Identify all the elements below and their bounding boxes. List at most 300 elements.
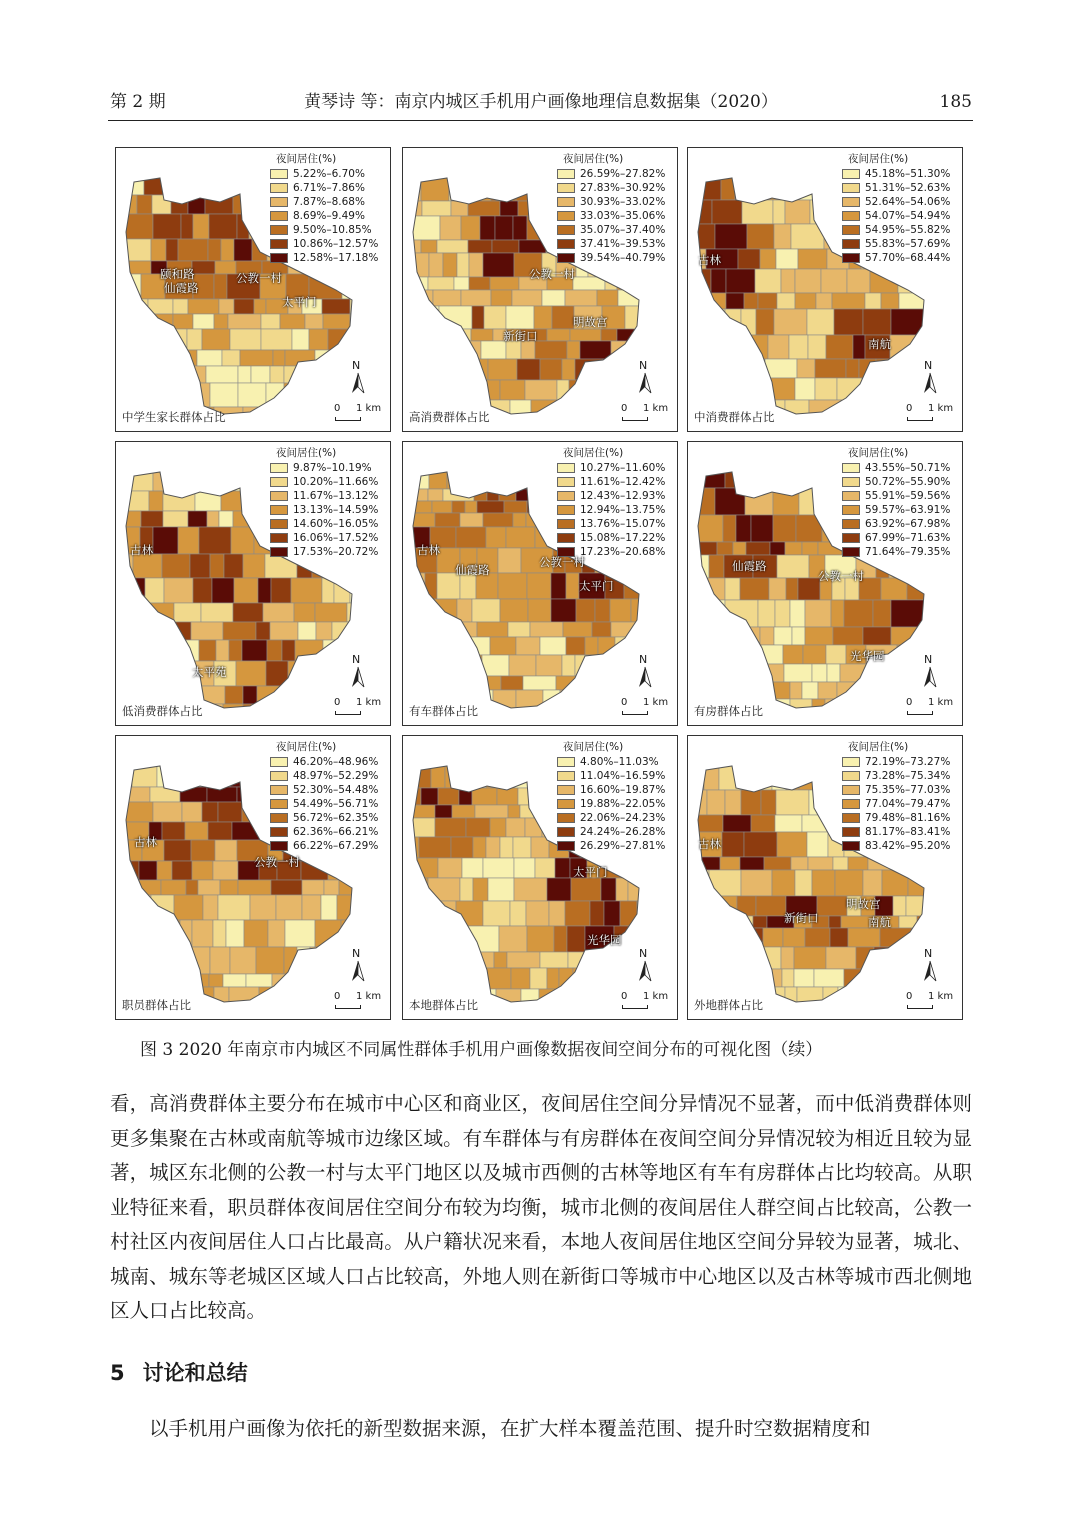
map-block <box>471 329 493 341</box>
scale-zero: 0 <box>621 991 628 1002</box>
map-block <box>723 815 751 832</box>
legend-range: 59.57%–63.91% <box>865 504 951 516</box>
map-block <box>284 383 311 407</box>
map-block <box>230 329 261 350</box>
map-block <box>882 870 908 896</box>
legend-item <box>842 797 960 811</box>
map-block <box>833 627 863 645</box>
map-block <box>554 926 567 952</box>
legend-range: 19.88%–22.05% <box>580 798 666 810</box>
map-block <box>488 878 514 901</box>
map-block <box>789 335 808 359</box>
map-block <box>165 686 198 704</box>
map-block <box>282 640 295 661</box>
map-block <box>747 224 774 249</box>
map-block <box>199 640 216 661</box>
map-block <box>197 350 222 366</box>
map-block <box>492 470 507 489</box>
map-block <box>692 627 719 645</box>
legend-range: 14.60%–16.05% <box>293 518 379 530</box>
map-block <box>423 622 449 637</box>
legend-range: 26.29%–27.81% <box>580 840 666 852</box>
issue-number: 第 2 期 <box>110 92 166 112</box>
place-label: 仙霞路 <box>164 281 199 295</box>
map-block <box>141 511 163 527</box>
legend-item <box>557 237 675 251</box>
map-block <box>571 878 601 901</box>
map-block <box>427 655 451 676</box>
map-block <box>773 515 796 542</box>
scale-unit: 1 km <box>356 697 382 708</box>
map-block <box>725 578 740 600</box>
map-block <box>432 599 457 622</box>
map-legend <box>842 152 960 265</box>
map-block <box>615 637 633 655</box>
map-block <box>781 947 794 969</box>
map-block <box>439 637 467 655</box>
scale-zero: 0 <box>334 403 341 414</box>
map-block <box>802 682 818 699</box>
map-block <box>586 380 598 400</box>
map-block <box>407 599 432 622</box>
map-block <box>422 926 444 952</box>
map-block <box>228 314 261 329</box>
place-label: 新街口 <box>784 911 819 925</box>
legend-item <box>842 475 960 489</box>
map-block <box>234 578 258 603</box>
map-block <box>567 341 580 359</box>
map-block <box>322 299 350 314</box>
map-block <box>826 335 853 359</box>
map-block <box>847 269 870 293</box>
north-arrow-icon <box>920 653 940 693</box>
map-block <box>715 224 747 249</box>
map-block <box>491 176 516 201</box>
legend-item <box>557 195 675 209</box>
map-block <box>874 947 900 969</box>
scale-bar <box>332 991 382 1013</box>
legend-swatch <box>557 211 575 221</box>
map-block <box>302 895 321 920</box>
legend-item <box>842 251 960 265</box>
map-block <box>566 573 579 599</box>
map-block <box>120 802 153 822</box>
legend-item <box>842 769 960 783</box>
map-block <box>162 554 190 578</box>
map-block <box>407 837 419 858</box>
map-block <box>315 920 341 947</box>
map-block <box>547 878 571 901</box>
map-block <box>192 261 215 274</box>
map-block <box>560 400 573 424</box>
legend-swatch <box>842 519 860 529</box>
map-block <box>825 699 844 712</box>
map-block <box>764 664 784 682</box>
scale-line <box>907 1005 933 1009</box>
map-block <box>726 269 755 293</box>
map-block <box>323 640 350 661</box>
running-header <box>110 88 972 116</box>
map-block <box>740 470 769 488</box>
map-block <box>636 277 654 290</box>
map-block <box>790 682 802 699</box>
map-block <box>222 470 246 491</box>
map-block <box>747 969 761 987</box>
map-block <box>272 704 300 726</box>
map-block <box>692 600 725 627</box>
legend-item <box>842 825 960 839</box>
legend-item <box>842 181 960 195</box>
map-block <box>148 314 173 329</box>
map-block <box>210 554 224 578</box>
legend-swatch <box>270 771 288 781</box>
map-block <box>692 224 715 249</box>
map-block <box>799 488 831 515</box>
map-block <box>584 690 598 712</box>
legend-range: 15.08%–17.22% <box>580 532 666 544</box>
map-block <box>692 200 712 224</box>
map-block <box>756 896 786 916</box>
legend-range: 75.35%–77.03% <box>865 784 951 796</box>
map-block <box>212 578 234 603</box>
map-panel <box>115 147 391 432</box>
legend-item <box>270 797 388 811</box>
section-title: 讨论和总结 <box>142 1361 248 1385</box>
map-block <box>863 309 891 335</box>
map-block <box>877 378 900 400</box>
map-block <box>781 269 795 293</box>
map-block <box>815 378 837 400</box>
map-block <box>838 987 870 1011</box>
scale-zero: 0 <box>906 697 913 708</box>
map-block <box>900 947 919 969</box>
map-block <box>772 870 795 896</box>
map-block <box>153 802 182 822</box>
place-label: 太平苑 <box>192 665 227 679</box>
map-block <box>853 335 865 359</box>
map-block <box>637 901 663 926</box>
map-block <box>490 277 519 290</box>
legend-range: 52.64%–54.06% <box>865 196 951 208</box>
legend-item <box>842 517 960 531</box>
legend-range: 26.59%–27.82% <box>580 168 666 180</box>
legend-item <box>270 503 388 517</box>
map-block <box>270 366 284 383</box>
map-block <box>631 599 657 622</box>
map-block <box>744 378 765 400</box>
map-block <box>692 896 706 916</box>
map-block <box>166 239 178 261</box>
map-block <box>187 329 202 350</box>
map-block <box>120 366 138 383</box>
legend-range: 39.54%–40.79% <box>580 252 666 264</box>
map-block <box>705 335 737 359</box>
map-block <box>161 880 186 895</box>
panel-label: 中学生家长群体占比 <box>122 410 226 424</box>
map-block <box>598 637 615 655</box>
map-block <box>231 527 254 554</box>
map-block <box>135 622 148 640</box>
north-arrow-icon <box>348 653 368 693</box>
place-label: 公教一村 <box>818 569 864 583</box>
map-block <box>516 690 543 712</box>
map-block <box>268 920 285 947</box>
map-block <box>192 920 213 947</box>
map-block <box>593 655 622 676</box>
map-legend <box>557 740 675 853</box>
map-block <box>457 380 477 400</box>
map-block <box>120 350 137 366</box>
legend-swatch <box>557 491 575 501</box>
map-block <box>924 600 940 627</box>
map-block <box>785 542 802 555</box>
map-block <box>692 870 709 896</box>
place-label: 古林 <box>417 543 440 557</box>
map-block <box>468 240 492 253</box>
map-block <box>230 947 256 974</box>
map-block <box>281 686 295 704</box>
legend-swatch <box>842 253 860 263</box>
map-block <box>160 920 180 947</box>
place-label: 明故宫 <box>846 897 881 911</box>
map-block <box>120 603 146 622</box>
map-block <box>528 599 551 622</box>
legend-item <box>557 531 675 545</box>
map-legend <box>270 152 388 265</box>
map-block <box>719 928 751 947</box>
scale-unit: 1 km <box>643 697 669 708</box>
map-block <box>692 815 723 832</box>
map-block <box>810 200 823 224</box>
map-block <box>720 857 740 870</box>
map-block <box>236 661 266 686</box>
map-block <box>692 764 704 790</box>
map-block <box>432 501 452 513</box>
map-block <box>280 314 305 329</box>
map-block <box>464 655 482 676</box>
map-block <box>692 269 711 293</box>
place-label: 公教一村 <box>529 267 575 281</box>
legend-swatch <box>557 253 575 263</box>
map-block <box>775 600 790 627</box>
map-block <box>513 837 531 858</box>
section-number: 5 <box>110 1361 125 1385</box>
legend-range: 52.30%–54.48% <box>293 784 379 796</box>
map-block <box>193 314 214 329</box>
map-block <box>429 253 443 277</box>
map-block <box>692 682 720 699</box>
panel-label: 低消费群体占比 <box>122 704 203 718</box>
map-block <box>246 974 272 987</box>
map-block <box>120 470 153 491</box>
map-block <box>465 501 477 513</box>
map-block <box>735 176 768 200</box>
map-block <box>863 627 891 645</box>
map-block <box>428 878 460 901</box>
panel-label: 有房群体占比 <box>694 704 763 718</box>
place-label: 太平门 <box>579 579 614 593</box>
legend-swatch <box>557 463 575 473</box>
map-block <box>507 952 540 968</box>
map-block <box>215 840 237 861</box>
map-block <box>486 837 500 858</box>
map-block <box>233 603 263 622</box>
map-block <box>163 511 188 527</box>
map-block <box>407 573 425 599</box>
scale-bar <box>332 697 382 719</box>
map-block <box>742 200 773 224</box>
map-block <box>625 306 642 329</box>
map-block <box>421 240 437 253</box>
legend-swatch <box>270 799 288 809</box>
map-block <box>805 627 833 645</box>
map-block <box>120 314 148 329</box>
north-letter: N <box>639 947 648 960</box>
map-panel <box>115 735 391 1020</box>
map-block <box>220 880 238 895</box>
legend-range: 57.70%–68.44% <box>865 252 951 264</box>
map-block <box>157 764 183 787</box>
map-block <box>899 293 925 309</box>
map-block <box>792 627 805 645</box>
map-block <box>563 622 592 637</box>
legend-swatch <box>270 239 288 249</box>
place-label: 南航 <box>868 337 891 351</box>
map-block <box>774 627 792 645</box>
map-block <box>452 341 468 359</box>
legend-item <box>842 237 960 251</box>
map-block <box>222 350 240 366</box>
map-block <box>604 901 620 926</box>
map-block <box>483 858 514 878</box>
map-block <box>353 329 375 350</box>
map-block <box>164 578 193 603</box>
map-block <box>830 928 848 947</box>
map-block <box>357 920 387 947</box>
map-block <box>486 527 506 548</box>
map-block <box>419 837 451 858</box>
map-block <box>500 201 518 216</box>
scale-line <box>622 417 648 421</box>
legend-item <box>557 783 675 797</box>
map-block <box>137 383 159 407</box>
map-block <box>148 622 168 640</box>
map-block <box>180 787 207 802</box>
map-block <box>924 870 943 896</box>
map-block <box>736 682 769 699</box>
map-block <box>421 788 438 805</box>
map-block <box>292 987 324 1010</box>
legend-range: 9.87%–10.19% <box>293 462 372 474</box>
legend-swatch <box>270 547 288 557</box>
legend-range: 55.83%–57.69% <box>865 238 951 250</box>
map-block <box>151 239 166 261</box>
map-block <box>178 239 208 261</box>
map-block <box>590 901 604 926</box>
map-block <box>137 974 156 987</box>
map-block <box>120 861 139 880</box>
body-paragraph-1: 看，高消费群体主要分布在城市中心区和商业区，夜间居住空间分异情况不显著，而中低消费群体则更多集聚在古林或南航等城市边缘区域。有车群体与有房群体在夜间空间分异情况较为相近且较为显著，城区东北侧的公教一村与太平门地区以及城市西侧的古林等地区有车有房群体占比均较高。从职业特征来看，职员群体夜间居住空间分布较为均衡，城市北侧的夜间居住人群空间占比较高，公教一村社区内夜间居住人口占比最高。从户籍状况来看，本地人夜间居住地区空间分异较为显著，城北、城南、城东等老城区区域人口占比较高，外地人则在新街口等城市中心地区以及古林等城市西北侧地区人口占比较高。 <box>110 1092 972 1322</box>
map-block <box>514 858 535 878</box>
map-block <box>794 947 826 969</box>
legend-item <box>270 755 388 769</box>
map-block <box>717 542 733 555</box>
map-block <box>227 176 253 195</box>
map-block <box>789 470 807 488</box>
map-block <box>692 470 725 488</box>
map-block <box>305 314 323 329</box>
map-block <box>912 857 945 870</box>
map-block <box>812 870 835 896</box>
map-block <box>570 329 601 341</box>
map-block <box>468 926 499 952</box>
map-block <box>407 901 428 926</box>
legend-range: 12.43%–12.93% <box>580 490 666 502</box>
map-block <box>782 969 794 987</box>
map-block <box>159 383 181 407</box>
map-block <box>880 928 912 947</box>
legend-swatch <box>557 225 575 235</box>
map-block <box>134 329 162 350</box>
map-block <box>495 216 513 240</box>
map-block <box>460 513 483 527</box>
map-block <box>881 293 899 309</box>
map-block <box>243 704 272 726</box>
map-block <box>573 400 598 424</box>
legend-swatch <box>842 841 860 851</box>
legend-range: 54.07%–54.94% <box>865 210 951 222</box>
map-block <box>707 790 725 815</box>
legend-range: 5.22%–6.70% <box>293 168 365 180</box>
legend-item <box>557 489 675 503</box>
map-block <box>150 640 168 661</box>
map-block <box>547 968 559 989</box>
map-block <box>536 655 562 676</box>
map-panel <box>687 735 963 1020</box>
map-block <box>193 214 209 239</box>
map-block <box>149 491 163 511</box>
map-block <box>712 200 742 224</box>
map-block <box>617 952 632 968</box>
map-block <box>262 407 283 432</box>
map-block <box>755 269 781 293</box>
map-block <box>407 818 435 837</box>
map-block <box>893 896 906 916</box>
legend-range: 13.76%–15.07% <box>580 518 666 530</box>
legend-swatch <box>842 505 860 515</box>
legend-item <box>557 181 675 195</box>
map-block <box>506 306 534 329</box>
scale-bar <box>332 403 382 425</box>
map-block <box>507 470 539 489</box>
legend-swatch <box>270 253 288 263</box>
map-block <box>284 947 297 974</box>
map-block <box>461 176 479 201</box>
map-block <box>454 277 469 290</box>
legend-swatch <box>842 547 860 557</box>
map-block <box>874 969 904 987</box>
north-letter: N <box>924 947 933 960</box>
place-label: 光华园 <box>587 933 622 947</box>
map-block <box>225 686 243 704</box>
map-block <box>774 224 791 249</box>
scale-bar <box>619 403 669 425</box>
map-block <box>795 870 812 896</box>
map-block <box>196 176 214 195</box>
map-block <box>188 195 205 214</box>
legend-swatch <box>842 533 860 543</box>
map-block <box>486 764 504 788</box>
